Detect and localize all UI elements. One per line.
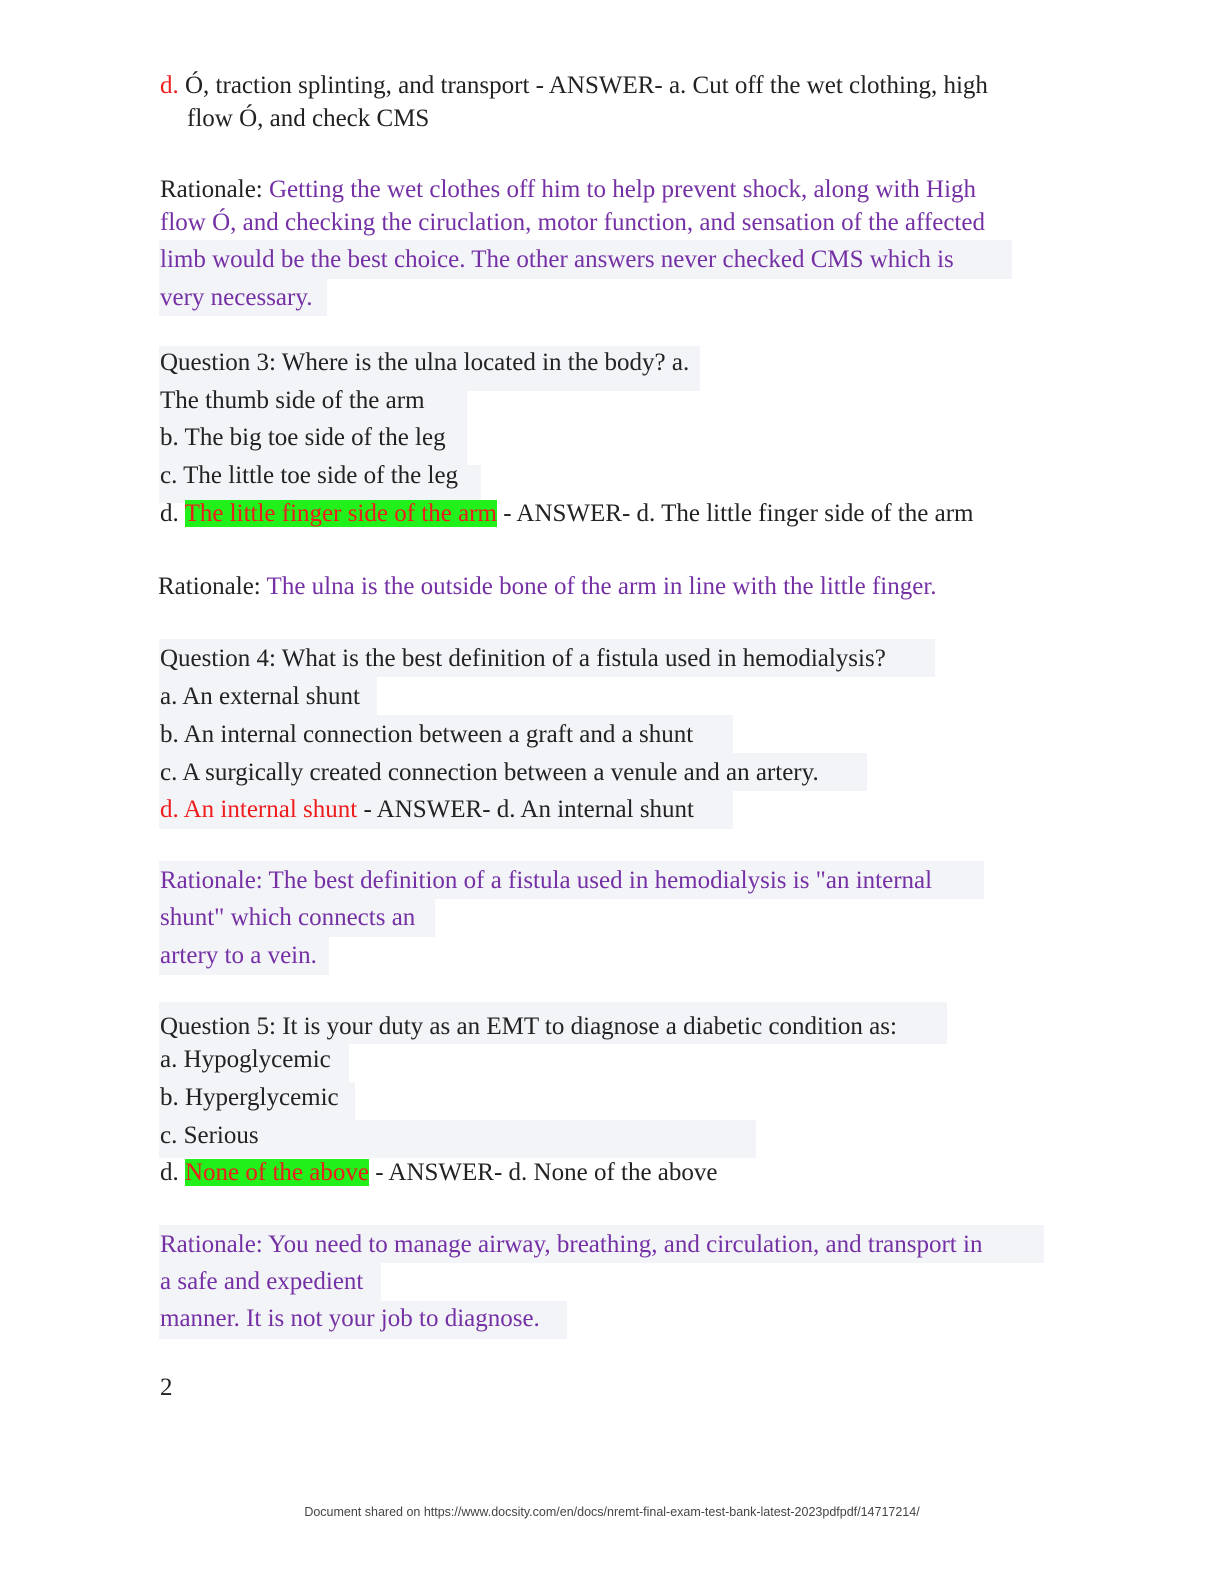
q5-option-b: b. Hyperglycemic — [160, 1084, 339, 1111]
q2-rationale-text: Getting the wet clothes off him to help prevent shock, along with High — [269, 176, 977, 203]
q2-option-d-text: Ó, traction splinting, and transport - ANSWER- a. Cut off the wet clothing, high — [178, 72, 988, 99]
q5-question: Question 5: It is your duty as an EMT to diagnose a diabetic condition as: — [160, 1013, 897, 1040]
footer-share-notice: Document shared on https://www.docsity.com/en/docs/nremt-final-exam-test-bank-latest-2023pdfpdf/14717214/ — [304, 1505, 920, 1519]
q4-option-d: d. An internal shunt — [160, 796, 358, 823]
q4-option-d-line — [160, 792, 694, 828]
q2-rationale-line: very necessary. — [160, 284, 313, 311]
q5-option-d-highlight: None of the above — [185, 1159, 369, 1186]
q5-option-d-letter: d. — [160, 1159, 185, 1186]
q5-option-d-line — [160, 1155, 718, 1191]
q4-option-a: a. An external shunt — [160, 683, 360, 710]
q2-rationale-line: limb would be the best choice. The other answers never checked CMS which is — [160, 246, 954, 273]
q4-option-c: c. A surgically created connection between a venule and an artery. — [160, 759, 819, 786]
q2-rationale-line — [160, 172, 976, 208]
q4-option-b: b. An internal connection between a graft and a shunt — [160, 721, 694, 748]
q2-rationale-label: Rationale: — [160, 176, 269, 203]
q5-option-a: a. Hypoglycemic — [160, 1046, 331, 1073]
q5-rationale-line: manner. It is not your job to diagnose. — [160, 1305, 540, 1332]
q5-rationale-line: a safe and expedient — [160, 1268, 364, 1295]
q4-answer: - ANSWER- d. An internal shunt — [357, 796, 694, 823]
q5-option-c: c. Serious — [160, 1122, 259, 1149]
q5-rationale-line: Rationale: You need to manage airway, breathing, and circulation, and transport in — [160, 1231, 983, 1258]
q3-answer: - ANSWER- d. The little finger side of the arm — [496, 500, 974, 527]
q4-rationale-line: shunt" which connects an — [160, 904, 416, 931]
q3-option-c: c. The little toe side of the leg — [160, 462, 459, 489]
q5-answer: - ANSWER- d. None of the above — [368, 1159, 718, 1186]
q3-option-d-highlight: The little finger side of the arm — [184, 500, 497, 527]
q3-option-d-letter: d. — [160, 500, 185, 527]
q3-option-d-line — [160, 496, 973, 532]
q3-question: Question 3: Where is the ulna located in the body? a. — [160, 349, 690, 376]
q3-rationale-label: Rationale: — [158, 573, 267, 600]
q3-rationale-line — [158, 569, 937, 605]
q2-rationale-line: flow Ó, and checking the ciruclation, motor function, and sensation of the affected — [160, 209, 985, 236]
q4-rationale-line: Rationale: The best definition of a fistula used in hemodialysis is "an internal — [160, 867, 933, 894]
q4-question: Question 4: What is the best definition of a fistula used in hemodialysis? — [160, 645, 886, 672]
page-number: 2 — [160, 1374, 173, 1401]
q3-option-b: b. The big toe side of the leg — [160, 424, 446, 451]
q3-option-a: The thumb side of the arm — [160, 387, 425, 414]
q2-option-d-letter: d. — [160, 72, 179, 99]
q4-rationale-line: artery to a vein. — [160, 942, 317, 969]
q3-rationale-text: The ulna is the outside bone of the arm in line with the little finger. — [266, 573, 937, 600]
q2-option-d-line — [160, 68, 988, 104]
q2-option-d-continuation: flow Ó, and check CMS — [187, 105, 430, 132]
